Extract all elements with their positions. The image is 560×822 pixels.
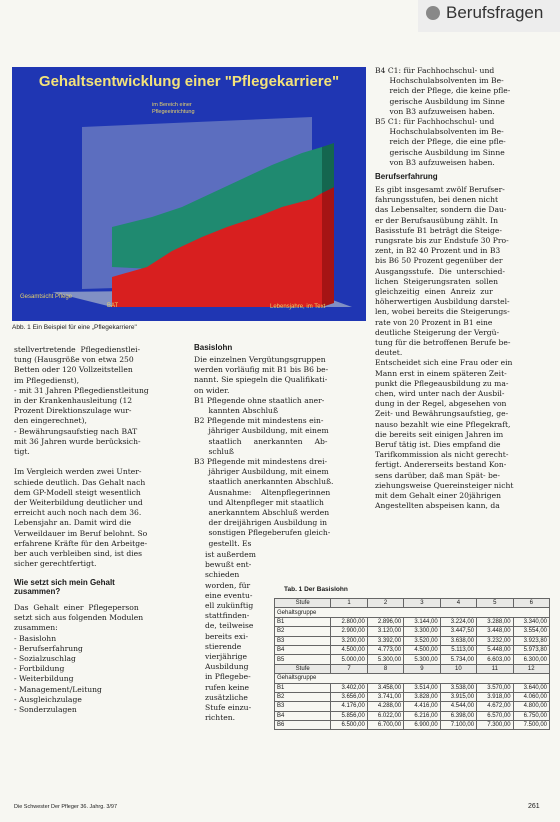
- salary-chart: [12, 67, 366, 321]
- table-cell: 5.856,00: [331, 711, 367, 720]
- text-line: B3 Pflegende mit mindestens drei-: [194, 457, 328, 467]
- table-cell: 3.300,00: [404, 627, 440, 636]
- table-header-cell: Stufe: [275, 599, 331, 608]
- text-line: schiede deutlich. Das Gehalt nach: [14, 477, 146, 487]
- text-line: gleichzeitig einen Anreiz zur: [375, 287, 493, 297]
- table-cell: 5.734,00: [440, 655, 476, 664]
- table-header-row: [275, 664, 550, 673]
- table-cell: 6.750,00: [513, 711, 549, 720]
- table-cell: 5.300,00: [367, 655, 403, 664]
- table-cell-empty: [331, 674, 367, 683]
- text-line: chen, wird unter nach der Ausbil-: [375, 389, 505, 399]
- table-cell-empty: [477, 608, 513, 617]
- text-line: sicher gerechtfertigt.: [14, 559, 97, 569]
- table-cell: B4: [275, 645, 331, 654]
- table-header-cell: 10: [440, 664, 476, 673]
- table-cell: 5.300,00: [404, 655, 440, 664]
- text-line: fahrungsstufen, bei denen nicht: [375, 195, 499, 205]
- table-header-cell: 11: [477, 664, 513, 673]
- text-line: anerkanntem Abschluß werden: [194, 508, 330, 518]
- text-line: erfahrene Kräfte für den Arbeitge-: [14, 538, 148, 548]
- section-heading-line2: zusammen?: [14, 587, 61, 596]
- text-line: - Basislohn: [14, 633, 57, 643]
- text-line: Verweildauer im Beruf belohnt. So: [14, 528, 148, 538]
- table-title: Tab. 1 Der Basislohn: [284, 586, 348, 593]
- text-line: B2 Pflegende mit mindestens ein-: [194, 416, 324, 426]
- text-line: zusätzliche: [205, 692, 248, 702]
- table-cell-empty: [440, 608, 476, 617]
- table-cell: 3.570,00: [477, 683, 513, 692]
- text-line: staatlich anerkannten Abschluß.: [194, 477, 334, 487]
- text-line: bereits exi-: [205, 631, 249, 641]
- table-cell: 3.200,00: [331, 636, 367, 645]
- table-cell: 3.340,00: [513, 617, 549, 626]
- text-line: richten.: [205, 713, 236, 723]
- footer-left: Die Schwester Der Pfleger 36. Jahrg. 3/97: [14, 804, 118, 810]
- text-line: schluß: [194, 446, 234, 456]
- table-cell: 6.022,00: [367, 711, 403, 720]
- text-line: höherwertigen Ausbildung darstel-: [375, 297, 510, 307]
- table-group-row: [275, 674, 550, 683]
- text-line: das Lebensalter, sondern die Dau-: [375, 205, 507, 215]
- text-line: Hochschulabsolventen im Be-: [375, 127, 504, 137]
- table-cell-empty: [331, 608, 367, 617]
- col1-text: [14, 345, 184, 569]
- table-header-cell: 8: [367, 664, 403, 673]
- table-row: [275, 683, 550, 692]
- table-cell: 3.923,80: [513, 636, 549, 645]
- text-line: nannt. Sie spiegeln die Qualifikati-: [194, 375, 328, 385]
- text-line: - Ausgleichzulage: [14, 694, 82, 704]
- table-cell-empty: [367, 674, 403, 683]
- text-line: tung (Hausgröße von etwa 250: [14, 355, 134, 365]
- text-line: tung für die betroffenen Berufe be-: [375, 338, 511, 348]
- text-line: den eingerechnet),: [14, 416, 87, 426]
- table-cell: 3.520,00: [404, 636, 440, 645]
- table-group-label: Gehaltsgruppe: [275, 608, 331, 617]
- text-line: - Weiterbildung: [14, 674, 74, 684]
- table-group-label: Gehaltsgruppe: [275, 674, 331, 683]
- text-line: vierjährige: [205, 652, 248, 662]
- text-line: ziehungsweise Quereinsteiger nicht: [375, 480, 514, 490]
- text-line: in Pflegebe-: [205, 672, 251, 682]
- table-cell: 6.216,00: [404, 711, 440, 720]
- chart-legend-line1: im Bereich einer: [152, 102, 192, 108]
- modules-list: [14, 603, 184, 715]
- table-cell: 7.300,00: [477, 721, 513, 730]
- text-line: dung in der Regel, abgesehen von: [375, 399, 507, 409]
- text-line: bis B6 50 Prozent gegenüber der: [375, 256, 503, 266]
- text-line: setzt sich aus folgenden Modulen: [14, 613, 144, 623]
- table-cell: 3.120,00: [367, 627, 403, 636]
- text-line: gerische Ausbildung im Sinne: [375, 96, 505, 106]
- text-line: eine eventu-: [205, 590, 253, 600]
- text-line: reich der Pflege, die keine pfle-: [375, 86, 511, 96]
- table-cell: 3.638,00: [440, 636, 476, 645]
- table-cell: B3: [275, 702, 331, 711]
- text-line: - Sonderzulagen: [14, 705, 77, 715]
- table-cell: 3.458,00: [367, 683, 403, 692]
- text-line: Mann erst in einem späteren Zeit-: [375, 368, 507, 378]
- table-row: [275, 702, 550, 711]
- table-cell: 4.500,00: [404, 645, 440, 654]
- table-header-cell: 1: [331, 599, 367, 608]
- table-cell: 6.398,00: [440, 711, 476, 720]
- text-line: mit dem Gehalt einer 20jährigen: [375, 491, 502, 501]
- axis-label-right: Lebensjahre, im Text: [270, 304, 326, 310]
- text-line: - mit 31 Jahren Pflegedienstleitung: [14, 385, 149, 395]
- axis-label-left: Gesamtsicht Pflege: [20, 294, 73, 300]
- text-line: der dreijährigen Ausbildung in: [194, 518, 328, 528]
- table-cell: 3.640,00: [513, 683, 549, 692]
- table-header-cell: Stufe: [275, 664, 331, 673]
- table-header-cell: 12: [513, 664, 549, 673]
- section-heading-salary: [14, 578, 115, 596]
- text-line: Zeit- und Bewährungsaufstieg, ge-: [375, 409, 509, 419]
- table-cell: B5: [275, 655, 331, 664]
- table-cell: 4.544,00: [440, 702, 476, 711]
- table-header-cell: 5: [477, 599, 513, 608]
- text-line: Lebensjahr an. Damit wird die: [14, 518, 132, 528]
- table-row: [275, 617, 550, 626]
- text-line: - Bewährungsaufstieg nach BAT: [14, 426, 138, 436]
- table-row: [275, 711, 550, 720]
- series-red-side: [322, 187, 334, 307]
- text-line: lichen Steigerungsraten sollen: [375, 276, 499, 286]
- table-cell: 3.915,00: [440, 692, 476, 701]
- table-row: [275, 655, 550, 664]
- text-line: Tarifkommission als nicht gerecht-: [375, 450, 509, 460]
- text-line: - Management/Leitung: [14, 684, 102, 694]
- text-line: gerische Ausbildung im Sinne: [375, 147, 505, 157]
- table-cell: 3.144,00: [404, 617, 440, 626]
- text-line: Betten oder 120 Vollzeitstellen: [14, 365, 133, 375]
- section-dot-icon: [426, 6, 440, 20]
- text-line: erreicht auch noch nach dem 36.: [14, 508, 142, 518]
- text-line: von B3 aufzuweisen haben.: [375, 157, 495, 167]
- table-cell: 4.060,00: [513, 692, 549, 701]
- chart-legend-line2: Pflegeeinrichtung: [152, 109, 195, 115]
- page-number: 261: [528, 803, 540, 810]
- table-cell: 4.672,00: [477, 702, 513, 711]
- text-line: Im Vergleich werden zwei Unter-: [14, 467, 142, 477]
- text-line: nauso bezahlt wie eine Pflegekraft,: [375, 419, 511, 429]
- text-line: Prozent Direktionszulage wur-: [14, 406, 132, 416]
- table-row: [275, 627, 550, 636]
- table-cell-empty: [404, 608, 440, 617]
- text-line: stellvertretende Pflegedienstlei-: [14, 345, 141, 354]
- chart-plot: [12, 67, 366, 321]
- table-cell: 3.402,00: [331, 683, 367, 692]
- text-line: rungsrate bis zur Endstufe 30 Pro-: [375, 236, 509, 246]
- table-header-cell: 2: [367, 599, 403, 608]
- heading-berufserfahrung: Berufserfahrung: [375, 172, 438, 181]
- table-cell: 2.800,00: [331, 617, 367, 626]
- section-title: Berufsfragen: [446, 3, 544, 22]
- text-line: worden, für: [205, 580, 251, 590]
- text-line: Ausbildung: [205, 662, 249, 672]
- table-row: [275, 692, 550, 701]
- table-cell: 3.741,00: [367, 692, 403, 701]
- table-cell-empty: [513, 608, 549, 617]
- table-cell: B3: [275, 636, 331, 645]
- table-cell-empty: [404, 674, 440, 683]
- table-cell: 3.288,00: [477, 617, 513, 626]
- text-line: tigt.: [14, 447, 30, 457]
- text-line: len, wobei bereits die Steigerungs-: [375, 307, 510, 317]
- table-header-row: [275, 599, 550, 608]
- text-line: Ausnahme: Altenpflegerinnen: [194, 487, 331, 497]
- table-cell: 4.500,00: [331, 645, 367, 654]
- text-line: und Altenpfleger mit staatlich: [194, 497, 324, 507]
- text-line: [14, 457, 184, 467]
- text-line: gestellt. Es: [194, 538, 252, 548]
- axis-label-bat: BAT: [107, 303, 119, 309]
- text-line: von B3 aufzuweisen haben.: [375, 106, 495, 116]
- text-line: Stufe einzu-: [205, 703, 252, 713]
- text-line: de, teilweise: [205, 621, 254, 631]
- text-line: stierende: [205, 641, 242, 651]
- text-line: Basisstufe B1 beträgt die Steige-: [375, 225, 502, 235]
- table-cell: 4.773,00: [367, 645, 403, 654]
- text-line: er der Berufsausübung zählt. In: [375, 215, 498, 225]
- text-line: sonstigen Pflegeberufen gleich-: [194, 528, 331, 538]
- table-cell: 3.538,00: [440, 683, 476, 692]
- text-line: bewußt ent-: [205, 560, 252, 570]
- text-line: fertigt. Andererseits bestand Kon-: [375, 460, 507, 470]
- table-cell: 3.448,00: [477, 627, 513, 636]
- table-cell: 4.176,00: [331, 702, 367, 711]
- heading-basislohn: Basislohn: [194, 343, 233, 352]
- series-green-side: [322, 143, 334, 193]
- text-line: - Berufserfahrung: [14, 643, 83, 653]
- col2-narrow-text: [205, 550, 271, 723]
- table-cell: 6.603,00: [477, 655, 513, 664]
- table-cell: 5.000,00: [331, 655, 367, 664]
- text-line: - Sozialzuschlag: [14, 654, 76, 664]
- table-cell: B1: [275, 683, 331, 692]
- salary-table: [274, 598, 550, 730]
- table-cell-empty: [440, 674, 476, 683]
- text-line: staatlich anerkannten Ab-: [194, 436, 328, 446]
- text-line: Angestellten abspeisen kann, da: [375, 501, 500, 511]
- table-header-cell: 3: [404, 599, 440, 608]
- table-cell: 3.554,00: [513, 627, 549, 636]
- table-header-cell: 7: [331, 664, 367, 673]
- table-cell-empty: [513, 674, 549, 683]
- table-cell: B6: [275, 721, 331, 730]
- table-cell: 4.800,00: [513, 702, 549, 711]
- table-cell-empty: [477, 674, 513, 683]
- text-line: Hochschulabsolventen im Be-: [375, 76, 504, 86]
- text-line: in der Krankenhausleitung (12: [14, 396, 133, 406]
- table-cell: 5.113,00: [440, 645, 476, 654]
- text-line: Entscheidet sich eine Frau oder ein: [375, 358, 513, 368]
- table-cell: B1: [275, 617, 331, 626]
- table-cell: 6.900,00: [404, 721, 440, 730]
- text-line: on wider.: [194, 385, 230, 395]
- table-cell: 4.416,00: [404, 702, 440, 711]
- text-line: rufen keine: [205, 682, 250, 692]
- text-line: reich der Pflege, die eine pfle-: [375, 137, 506, 147]
- text-line: deutet.: [375, 348, 403, 358]
- text-line: ell zukünftig: [205, 601, 254, 611]
- table-header-cell: 6: [513, 599, 549, 608]
- table-cell: 3.232,00: [477, 636, 513, 645]
- text-line: B4 C1: für Fachhochschul- und: [375, 66, 495, 75]
- table-cell: 3.514,00: [404, 683, 440, 692]
- table-cell: 2.900,00: [331, 627, 367, 636]
- text-line: Beruf tätig ist. Dies empfand die: [375, 440, 501, 450]
- table-cell: 3.224,00: [440, 617, 476, 626]
- col2-text: [194, 355, 369, 549]
- table-cell: 4.288,00: [367, 702, 403, 711]
- text-line: - Fortbildung: [14, 664, 65, 674]
- text-line: sens darüber, daß man Spät- be-: [375, 470, 500, 480]
- text-line: jähriger Ausbildung, mit einem: [194, 467, 329, 477]
- table-cell: 5.973,80: [513, 645, 549, 654]
- table-cell: 3.447,50: [440, 627, 476, 636]
- table-cell: B2: [275, 627, 331, 636]
- text-line: B5 C1: für Fachhochschul- und: [375, 117, 495, 127]
- text-line: werden vorläufig mit B1 bis B6 be-: [194, 365, 329, 375]
- table-row: [275, 636, 550, 645]
- text-line: der Weiterbildung deutlicher und: [14, 498, 143, 508]
- table-cell-empty: [367, 608, 403, 617]
- col3-text: [375, 185, 555, 512]
- table-cell: 6.300,00: [513, 655, 549, 664]
- table-cell: 3.656,00: [331, 692, 367, 701]
- table-cell: 6.500,00: [331, 721, 367, 730]
- col3-top-text: [375, 66, 555, 168]
- table-cell: B2: [275, 692, 331, 701]
- table-cell: 7.500,00: [513, 721, 549, 730]
- text-line: ber auch verbleiben sind, ist dies: [14, 549, 143, 559]
- text-line: schieden: [205, 570, 240, 580]
- text-line: dem GP-Modell steigt wesentlich: [14, 487, 141, 497]
- table-cell: 3.828,00: [404, 692, 440, 701]
- text-line: im Pflegedienst),: [14, 375, 80, 385]
- table-cell: 3.392,00: [367, 636, 403, 645]
- text-line: punkt die Pflegeausbildung zu ma-: [375, 378, 509, 388]
- text-line: die bereits seit einigen Jahren im: [375, 429, 504, 439]
- text-line: jähriger Ausbildung, mit einem: [194, 426, 329, 436]
- text-line: kannten Abschluß: [194, 406, 279, 416]
- table-header-cell: 9: [404, 664, 440, 673]
- table-group-row: [275, 608, 550, 617]
- table-header-cell: 4: [440, 599, 476, 608]
- chart-caption: Abb. 1 Ein Beispiel für eine „Pflegekarriere": [12, 324, 137, 331]
- text-line: mit 36 Jahren wurde berücksich-: [14, 436, 141, 446]
- text-line: deutliche Steigerung der Vergü-: [375, 327, 500, 337]
- text-line: zent, in B2 40 Prozent und in B3: [375, 246, 501, 256]
- text-line: Ausgangsstufe. Die unterschied-: [375, 266, 505, 276]
- table-cell: 6.570,00: [477, 711, 513, 720]
- table-row: [275, 645, 550, 654]
- table-cell: B4: [275, 711, 331, 720]
- table-cell: 3.918,00: [477, 692, 513, 701]
- text-line: zusammen:: [14, 623, 58, 633]
- table-row: [275, 721, 550, 730]
- text-line: stattfinden-: [205, 611, 250, 621]
- table-cell: 6.700,00: [367, 721, 403, 730]
- text-line: Es gibt insgesamt zwölf Berufser-: [375, 185, 505, 194]
- text-line: ist außerdem: [205, 550, 256, 559]
- table-cell: 5.448,00: [477, 645, 513, 654]
- text-line: rate von 20 Prozent in B1 eine: [375, 317, 493, 327]
- text-line: Das Gehalt einer Pflegeperson: [14, 603, 139, 612]
- table-cell: 7.100,00: [440, 721, 476, 730]
- text-line: Die einzelnen Vergütungsgruppen: [194, 355, 326, 364]
- text-line: B1 Pflegende ohne staatlich aner-: [194, 395, 325, 405]
- table-cell: 2.896,00: [367, 617, 403, 626]
- chart-title: Gehaltsentwicklung einer "Pflegekarriere": [38, 73, 340, 90]
- section-heading-line1: Wie setzt sich mein Gehalt: [14, 578, 115, 587]
